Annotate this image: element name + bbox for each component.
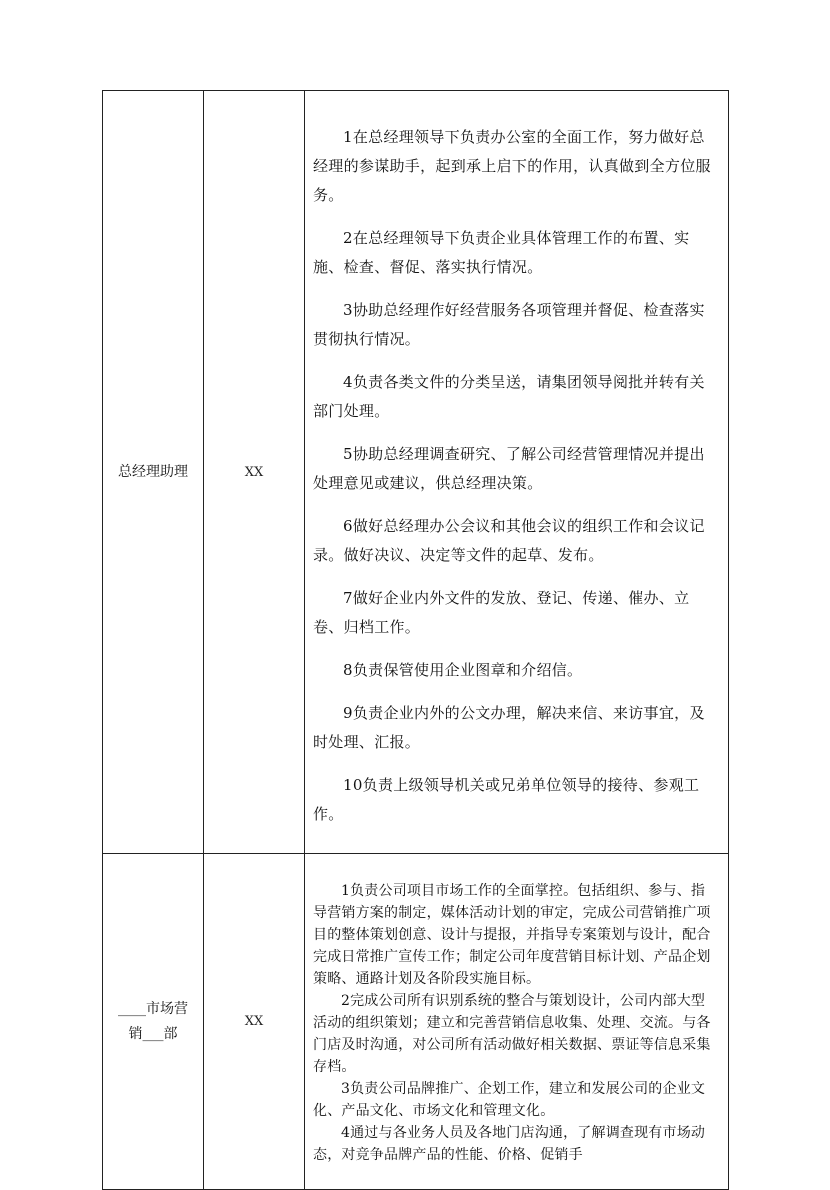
name-cell bbox=[204, 91, 305, 854]
duty-item: 3负责公司品牌推广、企划工作，建立和发展公司的企业文化、产品文化、市场文化和管理文化。 bbox=[313, 1081, 706, 1119]
duty-table bbox=[102, 90, 729, 1190]
table-row bbox=[103, 91, 729, 854]
role-cell bbox=[103, 91, 204, 854]
role-label: 总经理助理 bbox=[118, 463, 188, 480]
table-row bbox=[103, 854, 729, 1190]
duty-item: 7做好企业内外文件的发放、登记、传递、催办、立卷、归档工作。 bbox=[313, 589, 690, 636]
name-label: XX bbox=[244, 1014, 264, 1029]
duty-item: 8负责保管使用企业图章和介绍信。 bbox=[343, 661, 583, 679]
duty-item: 5协助总经理调查研究、了解公司经营管理情况并提出处理意见或建议，供总经理决策。 bbox=[313, 445, 705, 492]
duty-item: 3协助总经理作好经营服务各项管理并督促、检查落实贯彻执行情况。 bbox=[313, 301, 705, 348]
duty-item: 6做好总经理办公会议和其他会议的组织工作和会议记录。做好决议、决定等文件的起草、发布。 bbox=[313, 517, 705, 564]
role-cell bbox=[103, 854, 204, 1190]
name-cell bbox=[204, 854, 305, 1190]
duty-item: 10负责上级领导机关或兄弟单位领导的接待、参观工作。 bbox=[313, 776, 700, 823]
duties-list bbox=[305, 91, 728, 853]
duty-item: 9负责企业内外的公文办理，解决来信、来访事宜，及时处理、汇报。 bbox=[313, 704, 705, 751]
duty-item: 2完成公司所有识别系统的整合与策划设计，公司内部大型活动的组织策划；建立和完善营销信息收集、处理、交流。与各门店及时沟通，对公司所有活动做好相关数据、票证等信息采集存档。 bbox=[313, 993, 711, 1075]
duty-item: 4通过与各业务人员及各地门店沟通，了解调查现有市场动态，对竞争品牌产品的性能、价格、促销手 bbox=[313, 1125, 706, 1163]
duties-list bbox=[305, 854, 728, 1189]
role-label: ____市场营销___部 bbox=[118, 1000, 188, 1042]
name-label: XX bbox=[244, 464, 264, 480]
duty-item: 1负责公司项目市场工作的全面掌控。包括组织、参与、指导营销方案的制定，媒体活动计划的审定，完成公司营销推广项目的整体策划创意、设计与提报，并指导专案策划与设计，配合完成日常推广宣传工作；制定公司年度营销目标计划、产品企划策略、通路计划及各阶段实施目标。 bbox=[313, 883, 711, 987]
duties-cell bbox=[305, 91, 729, 854]
duty-item: 1在总经理领导下负责办公室的全面工作，努力做好总经理的参谋助手，起到承上启下的作用，认真做到全方位服务。 bbox=[313, 128, 711, 204]
duties-cell bbox=[305, 854, 729, 1190]
duty-item: 4负责各类文件的分类呈送，请集团领导阅批并转有关部门处理。 bbox=[313, 373, 705, 420]
duty-item: 2在总经理领导下负责企业具体管理工作的布置、实施、检查、督促、落实执行情况。 bbox=[313, 229, 690, 276]
